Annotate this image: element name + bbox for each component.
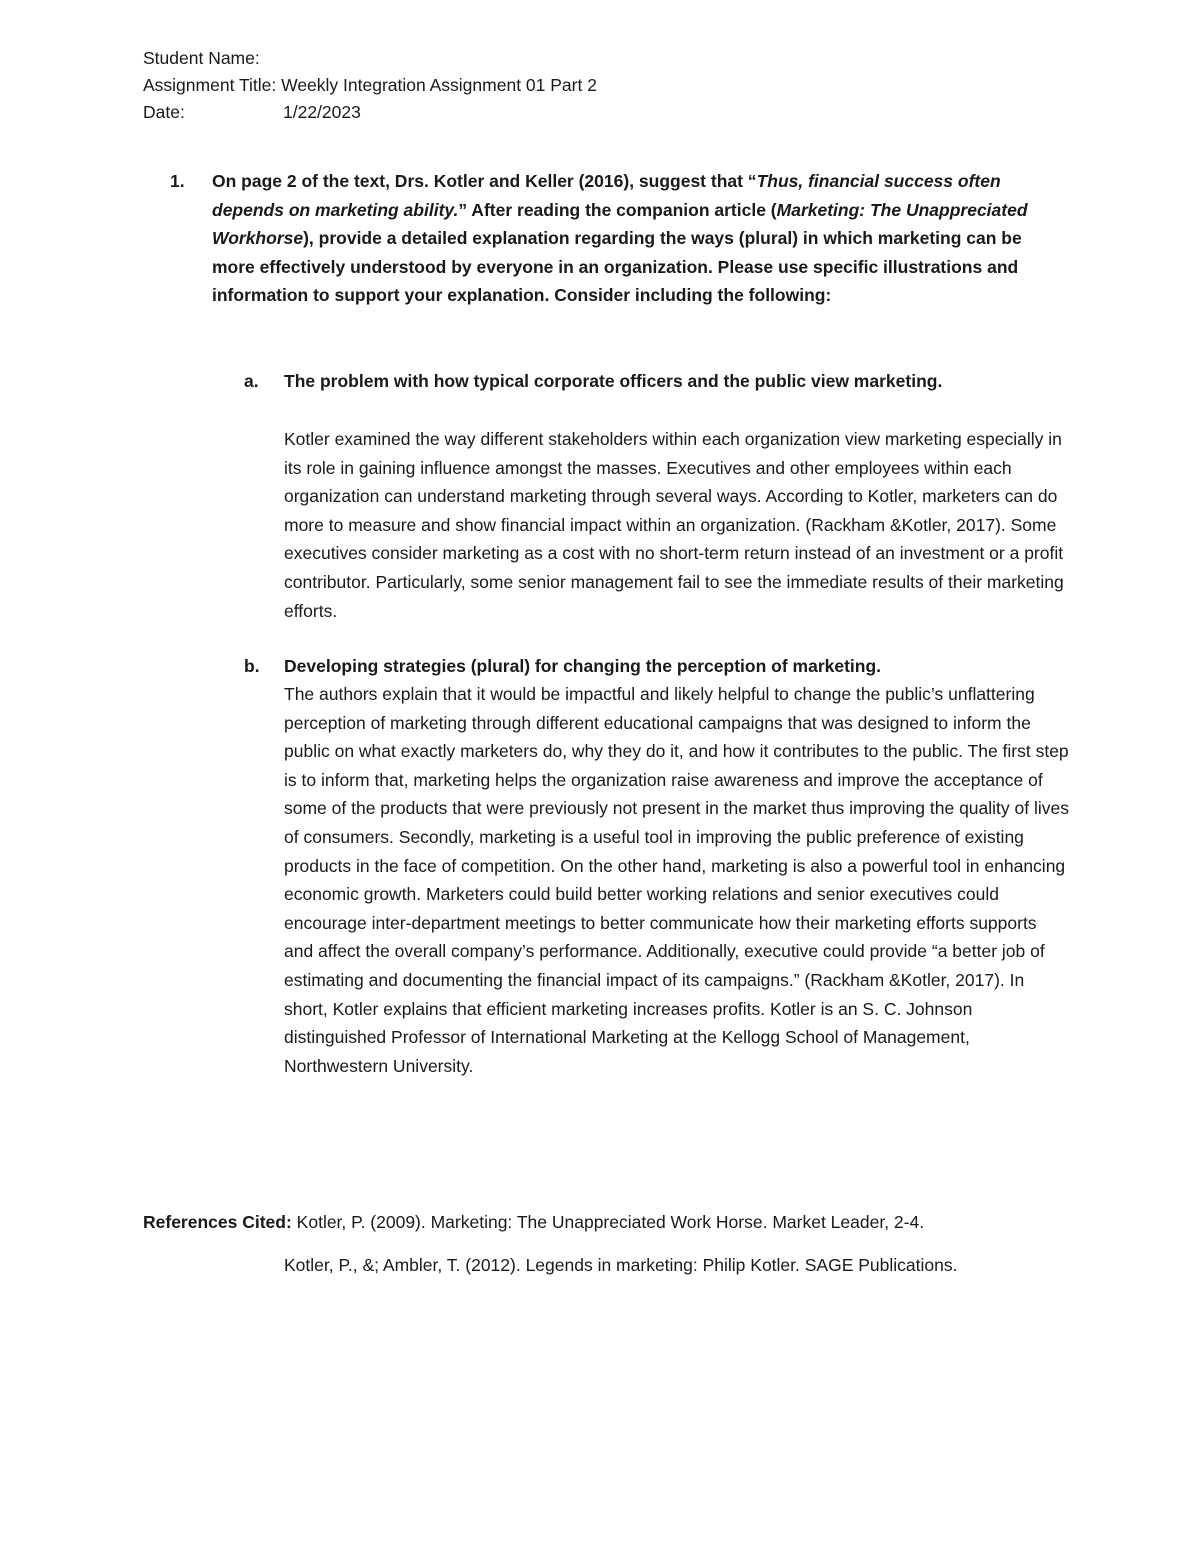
sub-question-a <box>244 367 1064 396</box>
question-1 <box>170 167 1070 310</box>
question-text-part2: ” After reading the companion article ( <box>458 199 777 220</box>
sub-question-b <box>244 652 1064 681</box>
question-text-part1: On page 2 of the text, Drs. Kotler and Keller (2016), suggest that “ <box>212 171 757 191</box>
sub-question-b-title: Developing strategies (plural) for changing the perception of marketing. <box>284 656 882 676</box>
question-quote: Thus, financial success often depends on marketing ability. <box>212 171 1001 220</box>
question-number: 1. <box>170 171 185 191</box>
sub-question-a-title: The problem with how typical corporate officers and the public view marketing. <box>284 371 943 391</box>
answer-a: Kotler examined the way different stakeholders within each organization view marketing especially in its role in gaining influence amongst the masses. Executives and other employees within each organization can understand marketing through several ways. According to Kotler, marketers can do more to measure and show financial impact within an organization. (Rackham &Kotler, 2017). Some executives consider marketing as a cost with no short-term return instead of an investment or a profit contributor. Particularly, some senior management fail to see the immediate results of their marketing efforts. <box>284 429 1064 621</box>
references-cited <box>143 1208 1093 1236</box>
question-text <box>212 167 1062 310</box>
reference-2: Kotler, P., &; Ambler, T. (2012). Legends in marketing: Philip Kotler. SAGE Publications. <box>284 1255 958 1275</box>
question-article-title: Marketing: The Unappreciated Workhorse <box>212 199 1028 249</box>
date-value: 1/22/2023 <box>283 102 361 122</box>
assignment-title-line: Assignment Title: Weekly Integration Assignment 01 Part 2 <box>143 75 597 95</box>
date-line <box>143 99 597 126</box>
sub-question-a-letter: a. <box>244 371 259 391</box>
sub-question-b-letter: b. <box>244 656 260 676</box>
date-label: Date: <box>143 102 185 122</box>
student-name-line: Student Name: <box>143 48 260 68</box>
reference-1: Kotler, P. (2009). Marketing: The Unappreciated Work Horse. Market Leader, 2-4. <box>291 1212 925 1232</box>
answer-b: The authors explain that it would be impactful and likely helpful to change the public’s unflattering perception of marketing through different educational campaigns that was designed to inform the public on what exactly marketers do, why they do it, and how it contributes to the public. The first step is to inform that, marketing helps the organization raise awareness and improve the acceptance of some of the products that were previously not present in the market thus improving the quality of lives of consumers. Secondly, marketing is a useful tool in improving the public preference of existing products in the face of competition. On the other hand, marketing is also a powerful tool in enhancing economic growth. Marketers could build better working relations and senior executives could encourage inter-department meetings to better communicate how their marketing efforts supports and affect the overall company’s performance. Additionally, executive could provide “a better job of estimating and documenting the financial impact of its campaigns.” (Rackham &Kotler, 2017). In short, Kotler explains that efficient marketing increases profits. Kotler is an S. C. Johnson distinguished Professor of International Marketing at the Kellogg School of Management, Northwestern University. <box>284 684 1069 1076</box>
question-text-part3: ), provide a detailed explanation regarding the ways (plural) in which marketing can be more effectively understood by everyone in an organization. Please use specific illustrations and information to support your explanation. Consider including the following: <box>212 228 1022 306</box>
document-header <box>143 45 597 126</box>
references-label: References Cited: <box>143 1212 292 1232</box>
